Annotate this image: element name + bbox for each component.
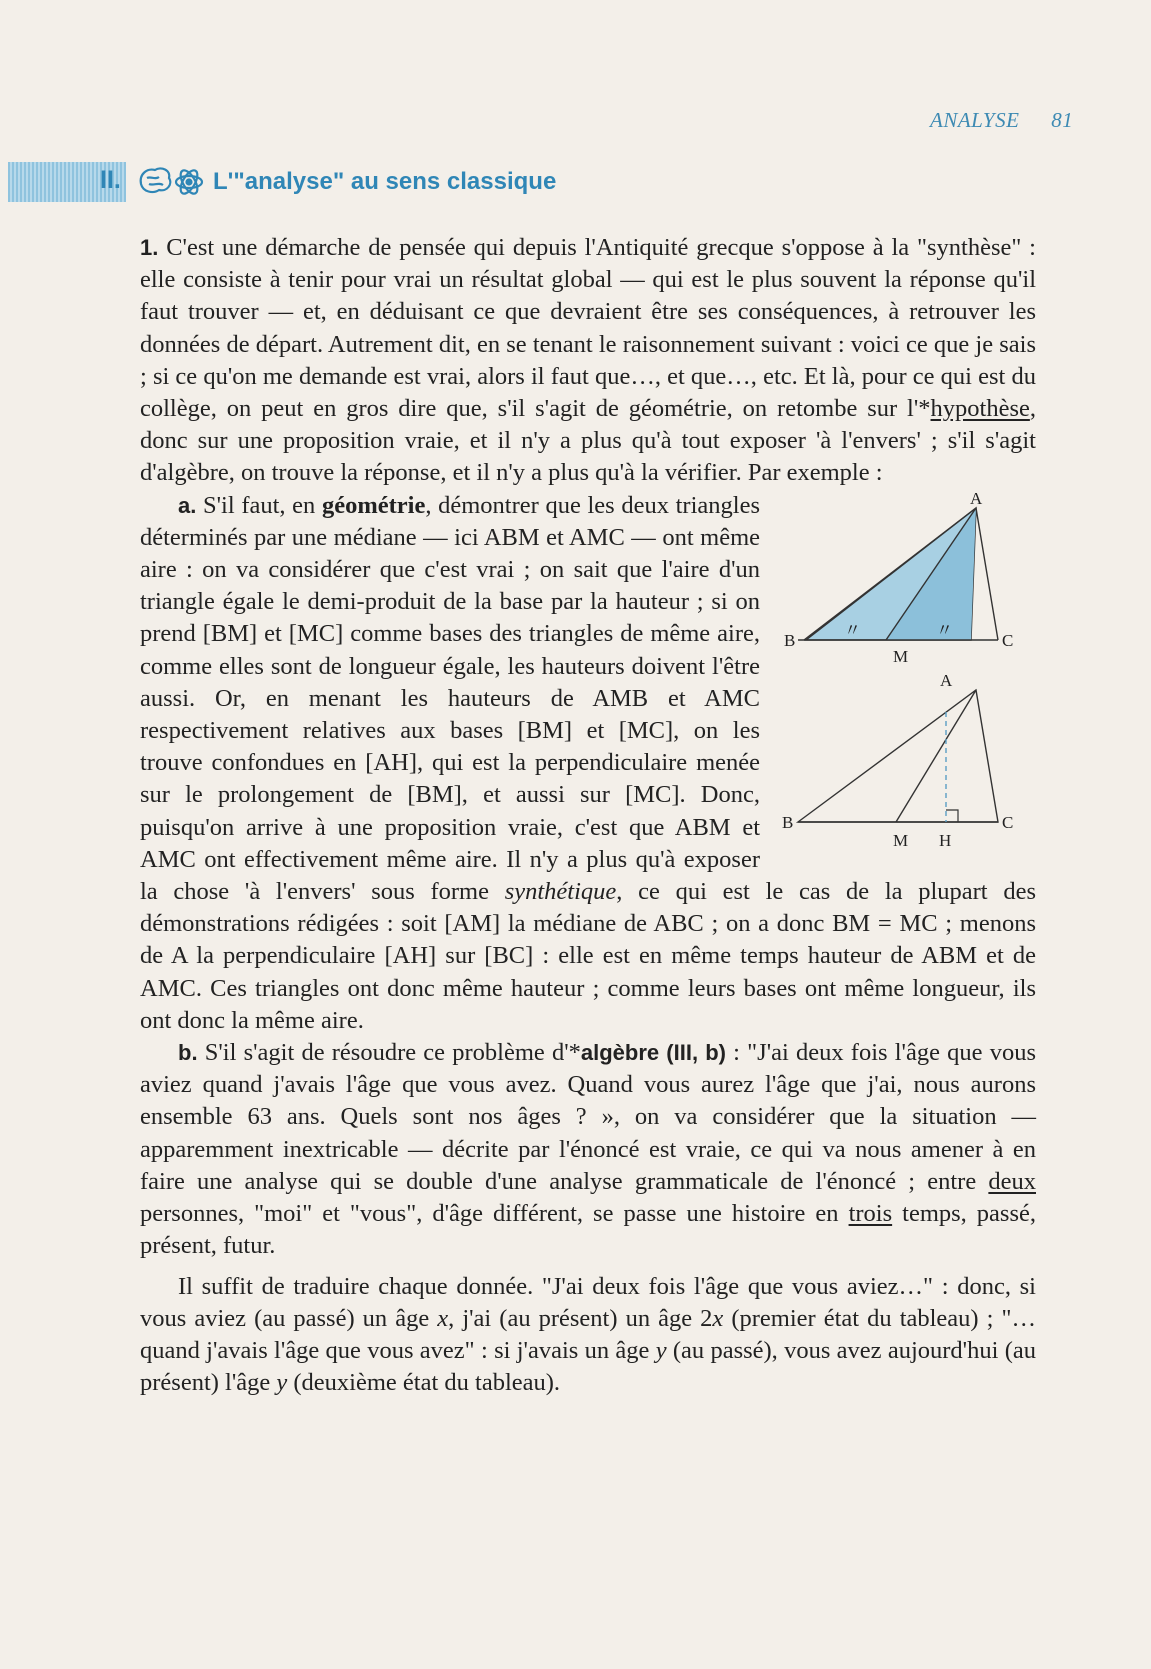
brain-icon	[141, 168, 171, 192]
running-head	[930, 108, 1090, 133]
paragraph-b: b. S'il s'agit de résoudre ce problème d'*algèbre (III, b) : "J'ai deux fois l'âge que vous aviez quand j'avais l'âge que vous avez. Quand vous aurez l'âge que j'ai, nous aurons ensemble 63 ans. Quels sont nos âges ? », on va considérer que la situation — apparemment inextricable — décrite par l'énoncé est vraie, ce qui va nous amener à en faire une analyse qui se double d'une analyse grammaticale de l'énoncé ; entre deux personnes, "moi" et "vous", d'âge différent, se passe une histoire en trois temps, passé, présent, futur.	[140, 1039, 1036, 1260]
running-title: ANALYSE	[930, 108, 1020, 132]
paragraph-1: 1. C'est une démarche de pensée qui depuis l'Antiquité grecque s'oppose à la "synthèse" : elle consiste à tenir pour vrai un résultat global — qui est le plus souvent la réponse qu'il faut trouver — et, en déduisant ce que devraient être ses conséquences, à retrouver les données de départ. Autrement dit, en se tenant le raisonnement suivant : voici ce que je sais ; si ce qu'on me demande est vrai, alors il faut que…, et que…, etc. Et là, pour ce qui est du collège, on peut en gros dire que, s'il s'agit de géométrie, on retombe sur l'*hypothèse, donc sur une proposition vraie, et il n'y a plus qu'à tout exposer 'à l'envers' ; s'il s'agit d'algèbre, on trouve la réponse, et il n'y a plus qu'à la vérifier. Par exemple :	[140, 234, 1036, 487]
vertex-label-m: M	[893, 646, 909, 666]
body-text	[140, 232, 1036, 1399]
section-number: II.	[100, 166, 121, 194]
vertex-label-h: H	[939, 830, 952, 850]
median-triangle-figure	[784, 490, 1013, 666]
atom-icon	[176, 168, 202, 197]
svg-text:〃: 〃	[844, 620, 861, 640]
paragraph-c: Il suffit de traduire chaque donnée. "J'ai deux fois l'âge que vous aviez…" : donc, si vous aviez (au passé) un âge x, j'ai (au présent) un âge 2x (premier état du tableau) ; "… quand j'avais l'âge que vous avez" : si j'avais un âge y (au passé), vous avez aujourd'hui (au présent) l'âge y (deuxième état du tableau).	[140, 1272, 1036, 1397]
vertex-label-c: C	[1002, 812, 1014, 832]
section-icons	[137, 164, 207, 203]
paragraph-number: 1.	[140, 235, 159, 260]
section-title: L'"analyse" au sens classique	[213, 168, 557, 195]
glossary-link-hypothese[interactable]: hypothèse	[930, 395, 1030, 423]
height-triangle-figure	[782, 671, 1013, 850]
vertex-label-b: B	[784, 630, 796, 650]
triangle-figures	[776, 490, 1036, 855]
vertex-label-a: A	[940, 670, 953, 690]
svg-text:〃: 〃	[936, 620, 953, 640]
vertex-label-c: C	[1002, 630, 1014, 650]
vertex-label-b: B	[782, 812, 794, 832]
vertex-label-m: M	[893, 830, 909, 850]
page-number: 81	[1051, 108, 1074, 132]
vertex-label-a: A	[970, 489, 983, 508]
glossary-link-algebre[interactable]: algèbre (III, b)	[580, 1040, 726, 1066]
paragraph-a: a. S'il faut, en géométrie, démontrer que les deux triangles déterminés par une médiane — ici ABM et AMC — ont même aire : on va considérer que c'est vrai ; on sait que l'aire d'un triangle égale le demi-produit de la base par la hauteur ; si on prend [BM] et [MC] comme bases des triangles de même aire, comme elles sont de longueur égale, les hauteurs doivent l'être aussi. Or, en menant les hauteurs de AMB et AMC respectivement relatives aux bases [BM] et [MC], on les trouve confondues en [AH], qui est la perpendiculaire menée sur le prolongement de [BM], et aussi sur [MC]. Donc, puisqu'on arrive à une proposition vraie, c'est que ABM et AMC ont effectivement même aire. Il n'y a plus qu'à exposer la chose 'à l'envers' sous forme synthétique, ce qui est le cas de la plupart des démonstrations rédigées : soit [AM] la médiane de ABC ; on a donc BM = MC ; menons de A la perpendiculaire [AH] sur [BC] : elle est en même temps hauteur de ABM et de AMC. Ces triangles ont donc même hauteur ; comme leurs bases ont même longueur, ils ont donc la même aire.	[140, 491, 1036, 1034]
